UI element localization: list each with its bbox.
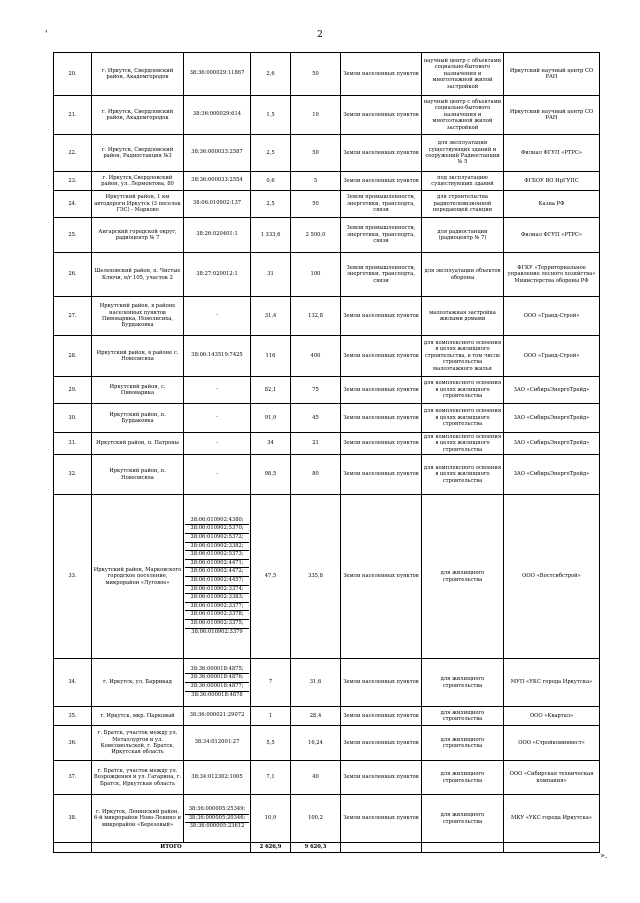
table-row [54,297,600,336]
cadastral-number: 38:06:010902:4457; [185,577,249,586]
permitted-use-cell: под эксплуатацию существующих зданий [422,172,504,191]
permitted-use-cell: для жилищного строительства [422,761,504,795]
cadastral-number: 38:36:000018:4876; [185,674,249,683]
rights-holder-cell: ФГБОУ ВО ИрГУПС [504,172,600,191]
rights-holder-cell: ЗАО «СибирьЭнергоТрейд» [504,377,600,404]
table-row [54,433,600,455]
land-category-cell: Земли населенных пунктов [341,455,422,495]
permitted-use-cell: научный центр с объектами социально-бытового назначения и многоэтажной жилой застройкой [422,96,504,135]
table-row [54,191,600,218]
rights-holder-cell: МУП «УКС города Иркутска» [504,659,600,707]
cadastral-numbers-cell [184,96,251,135]
total-label-cell: ИТОГО [92,843,251,853]
total-empty-cell [422,843,504,853]
row-number-cell: 33. [54,495,92,659]
location-cell: г. Иркутск, Свердловский район, Академгородок [92,96,184,135]
cadastral-number: 38:06:010902:3382; [185,543,249,552]
cadastral-number: - [216,312,218,319]
location-cell: г. Иркутск, Ленинский район, 6-й микрорайон Ново-Ленино и микрорайон «Березовый» [92,795,184,843]
location-cell: г. Братск, участок между ул. Возрождения и ул. Гагарина, г. Братск, Иркутская область [92,761,184,795]
table-row [54,795,600,843]
capacity-cell: 100,2 [291,795,341,843]
cadastral-numbers-cell [184,53,251,96]
permitted-use-cell: научный центр с объектами социально-бытового назначения и многоэтажной жилой застройкой [422,53,504,96]
cadastral-numbers-cell [184,455,251,495]
location-cell: Иркутский район, п. Патроны [92,433,184,455]
cadastral-number: - [216,386,218,393]
total-empty-cell [504,843,600,853]
rights-holder-cell: Иркутский научный центр СО РАН [504,96,600,135]
location-cell: Иркутский район, в районе с. Новолисиха [92,336,184,377]
cadastral-number: 38:06:010902:5370; [185,525,249,534]
table-row [54,53,600,96]
cadastral-number: 38:36:000033:2554 [191,177,243,184]
capacity-cell: 400 [291,336,341,377]
permitted-use-cell: для эксплуатации существующих зданий и сооружений Радиостанции № 5 [422,135,504,172]
table-row [54,253,600,297]
location-cell: Шелеховский район, п. Чистые Ключи, в/г 105, участок 2 [92,253,184,297]
area-ha-cell: 2,5 [251,135,291,172]
capacity-cell: 50 [291,53,341,96]
land-category-cell: Земли промышленности, энергетики, транспорта, связи [341,191,422,218]
land-category-cell: Земли населенных пунктов [341,433,422,455]
cadastral-number: - [216,414,218,421]
table-row [54,404,600,433]
area-ha-cell: 2,5 [251,191,291,218]
row-number-cell: 34. [54,659,92,707]
area-ha-cell: 1 [251,707,291,726]
cadastral-number: 38:36:000029:11867 [189,70,245,77]
capacity-cell: 40 [291,761,341,795]
location-cell: Иркутский район, в районе населенных пунктов Пивоварика, Новолисиха, Бурдаковка [92,297,184,336]
area-ha-cell: 116 [251,336,291,377]
cadastral-numbers-cell [184,659,251,707]
rights-holder-cell: ООО «Стройкоминвест» [504,726,600,761]
table-row [54,218,600,253]
table-row [54,96,600,135]
rights-holder-cell: ЗАО «СибирьЭнергоТрейд» [504,404,600,433]
row-number-cell: 38. [54,795,92,843]
cadastral-number: 38:36:000033:2587 [191,149,243,156]
cadastral-number: 38:26:020401:1 [196,231,238,238]
capacity-cell: 132,8 [291,297,341,336]
area-ha-cell: 1 333,6 [251,218,291,253]
capacity-cell: 16,24 [291,726,341,761]
rights-holder-cell: ООО «Сибирская техническая компания» [504,761,600,795]
capacity-cell: 80 [291,455,341,495]
location-cell: Иркутский район, п. Новолисиха [92,455,184,495]
row-number-cell: 25. [54,218,92,253]
row-number-cell: 35. [54,707,92,726]
land-category-cell: Земли населенных пунктов [341,336,422,377]
total-empty-cell [54,843,92,853]
cadastral-number: 38:34:012001:27 [194,739,240,746]
row-number-cell: 37. [54,761,92,795]
rights-holder-cell: ООО «Востсибстрой» [504,495,600,659]
location-cell: г. Иркутск, ул. Баррикад [92,659,184,707]
cadastral-number: 38:36:000005:23612 [189,823,245,830]
land-category-cell: Земли населенных пунктов [341,495,422,659]
cadastral-numbers-cell [184,297,251,336]
page-number: 2 [317,30,323,40]
stray-mark: ' [45,30,48,40]
capacity-cell: 75 [291,377,341,404]
land-category-cell: Земли населенных пунктов [341,707,422,726]
row-number-cell: 31. [54,433,92,455]
table-row [54,726,600,761]
cadastral-numbers-cell [184,761,251,795]
cadastral-number: 38:06:143519:7425 [191,352,243,359]
capacity-cell: 45 [291,404,341,433]
location-cell: г. Иркутск,Свердловский район, ул. Лермонтова, 80 [92,172,184,191]
rights-holder-cell: ООО «Гранд-Строй» [504,297,600,336]
cadastral-numbers-cell [184,218,251,253]
permitted-use-cell: для жилищного строительства [422,495,504,659]
capacity-cell: 2 500,0 [291,218,341,253]
cadastral-number: 38:06:010902:3378; [185,611,249,620]
rights-holder-cell: ЗАО «СибирьЭнергоТрейд» [504,455,600,495]
cadastral-number: - [216,470,218,477]
capacity-cell: 50 [291,135,341,172]
rights-holder-cell: МКУ «УКС города Иркутска» [504,795,600,843]
location-cell: Иркутский район, п. Бурдаковка [92,404,184,433]
area-ha-cell: 2,6 [251,53,291,96]
rights-holder-cell: Филиал ФГУП «РТРС» [504,218,600,253]
rights-holder-cell: Филиал ФГУП «РТРС» [504,135,600,172]
permitted-use-cell: для комплексного освоения в целях жилищного строительства [422,377,504,404]
cadastral-numbers-cell [184,795,251,843]
capacity-cell: 100 [291,253,341,297]
permitted-use-cell: для комплексного освоения в целях жилищного строительства, в том числе строительства малоэтажного жилья [422,336,504,377]
capacity-cell: 21 [291,433,341,455]
cadastral-number: 38:36:000029:614 [192,111,242,118]
area-ha-cell: 34 [251,433,291,455]
cadastral-numbers-cell [184,135,251,172]
location-cell: г. Иркутск, мкр. Парковый [92,707,184,726]
table-row [54,455,600,495]
location-cell: Иркутский район, 1 км автодороги Иркутск (3 поселок ГЭС) - Марково [92,191,184,218]
land-category-cell: Земли населенных пунктов [341,172,422,191]
permitted-use-cell: для жилищного строительства [422,795,504,843]
cadastral-number: 38:06:010902:4380; [185,517,249,526]
table-row [54,336,600,377]
total-empty-cell [341,843,422,853]
cadastral-numbers-cell [184,191,251,218]
cadastral-number: 38:36:000005:25349; [185,806,249,815]
land-category-cell: Земли населенных пунктов [341,659,422,707]
row-number-cell: 21. [54,96,92,135]
permitted-use-cell: для строительства радиотелевизионной передающей станции [422,191,504,218]
cadastral-number: 38:36:000018:4878 [191,691,243,698]
rights-holder-cell: ЗАО «СибирьЭнергоТрейд» [504,433,600,455]
permitted-use-cell: для комплексного освоения в целях жилищного строительства [422,404,504,433]
area-ha-cell: 10,9 [251,795,291,843]
rights-holder-cell: Иркутский научный центр СО РАН [504,53,600,96]
row-number-cell: 30. [54,404,92,433]
rights-holder-cell: ООО «Гранд-Строй» [504,336,600,377]
cadastral-numbers-cell [184,707,251,726]
cadastral-number: 38:27:020012:1 [196,270,238,277]
cadastral-numbers-cell [184,404,251,433]
cadastral-number: 38:06:010902:137 [192,200,242,207]
rights-holder-cell: ООО «Квартал» [504,707,600,726]
total-row [54,843,600,853]
area-ha-cell: 91,9 [251,404,291,433]
cadastral-numbers-cell [184,726,251,761]
area-ha-cell: 82,1 [251,377,291,404]
cadastral-number: 38:34:012302:1005 [191,773,243,780]
cadastral-numbers-cell [184,253,251,297]
permitted-use-cell: для жилищного строительства [422,659,504,707]
location-cell: г. Иркутск, Свердловский район, Академгородок [92,53,184,96]
table-row [54,761,600,795]
area-ha-cell: 98,5 [251,455,291,495]
table-row [54,495,600,659]
area-ha-cell: 1,5 [251,96,291,135]
area-ha-cell: 31,4 [251,297,291,336]
permitted-use-cell: для жилищного строительства [422,726,504,761]
cadastral-number: 38:06:010902:3374; [185,586,249,595]
row-number-cell: 27. [54,297,92,336]
cadastral-numbers-cell [184,377,251,404]
cadastral-number: 38:06:010902:3379 [191,628,243,635]
permitted-use-cell: для эксплуатации объектов обороны [422,253,504,297]
table-row [54,172,600,191]
permitted-use-cell: для комплексного освоения в целях жилищного строительства [422,455,504,495]
permitted-use-cell: для комплексного освоения в целях жилищного строительства [422,433,504,455]
capacity-cell: 335,8 [291,495,341,659]
total-area-cell: 2 626,9 [251,843,291,853]
cadastral-number: 38:06:010902:4471; [185,560,249,569]
row-number-cell: 36. [54,726,92,761]
land-category-cell: Земли населенных пунктов [341,135,422,172]
permitted-use-cell: малоэтажная застройка жилыми домами [422,297,504,336]
row-number-cell: 24. [54,191,92,218]
cadastral-number: - [216,439,218,446]
row-number-cell: 22. [54,135,92,172]
rights-holder-cell: ФГКУ «Территориальное управление лесного хозяйства» Министерства обороны РФ [504,253,600,297]
cadastral-number: 38:06:010902:4472; [185,568,249,577]
area-ha-cell: 47,5 [251,495,291,659]
row-number-cell: 23. [54,172,92,191]
table-row [54,377,600,404]
end-mark: ». [600,851,608,860]
row-number-cell: 20. [54,53,92,96]
area-ha-cell: 7 [251,659,291,707]
cadastral-number: 38:06:010902:3383; [185,594,249,603]
cadastral-numbers-cell [184,172,251,191]
location-cell: г. Иркутск, Свердловский район, Радиостанция №3 [92,135,184,172]
table-row [54,707,600,726]
cadastral-numbers-cell [184,433,251,455]
cadastral-number: 38:36:000018:4877; [185,683,249,692]
cadastral-numbers-cell [184,495,251,659]
location-cell: Иркутский район, с. Пивоварика [92,377,184,404]
row-number-cell: 32. [54,455,92,495]
capacity-cell: 50 [291,191,341,218]
cadastral-number: 38:36:000021:29072 [189,712,245,719]
row-number-cell: 26. [54,253,92,297]
area-ha-cell: 5,5 [251,726,291,761]
cadastral-number: 38:06:010902:5372; [185,534,249,543]
land-category-cell: Земли промышленности, энергетики, транспорта, связи [341,218,422,253]
rights-holder-cell: Казна РФ [504,191,600,218]
cadastral-number: 38:06:010902:5373; [185,551,249,560]
cadastral-number: 38:36:000005:20346; [185,815,249,824]
land-category-cell: Земли населенных пунктов [341,53,422,96]
permitted-use-cell: для радиостанции (радиоцентр № 7) [422,218,504,253]
row-number-cell: 29. [54,377,92,404]
land-category-cell: Земли населенных пунктов [341,795,422,843]
area-ha-cell: 0,6 [251,172,291,191]
location-cell: Ангарский городской округ, радиоцентр № 7 [92,218,184,253]
cadastral-numbers-cell [184,336,251,377]
area-ha-cell: 7,1 [251,761,291,795]
capacity-cell: 5 [291,172,341,191]
cadastral-number: 38:36:000018:4875; [185,666,249,675]
land-category-cell: Земли населенных пунктов [341,297,422,336]
capacity-cell: 28,4 [291,707,341,726]
location-cell: Иркутский район, Марковского городское поселение, микрорайон «Луговое» [92,495,184,659]
location-cell: г. Братск, участок между ул. Металлургов и ул. Комсомольской, г. Братск, Иркутская область [92,726,184,761]
capacity-cell: 10 [291,96,341,135]
table-row [54,135,600,172]
land-plots-table [53,52,600,853]
capacity-cell: 31,6 [291,659,341,707]
cadastral-number: 38:06:010902:3377; [185,603,249,612]
land-category-cell: Земли промышленности, энергетики, транспорта, связи [341,253,422,297]
total-capacity-cell: 9 620,3 [291,843,341,853]
land-category-cell: Земли населенных пунктов [341,761,422,795]
land-category-cell: Земли населенных пунктов [341,404,422,433]
land-category-cell: Земли населенных пунктов [341,96,422,135]
cadastral-number: 38:06:010902:3375; [185,620,249,629]
permitted-use-cell: для жилищного строительства [422,707,504,726]
row-number-cell: 28. [54,336,92,377]
land-category-cell: Земли населенных пунктов [341,726,422,761]
land-category-cell: Земли населенных пунктов [341,377,422,404]
area-ha-cell: 31 [251,253,291,297]
table-row [54,659,600,707]
